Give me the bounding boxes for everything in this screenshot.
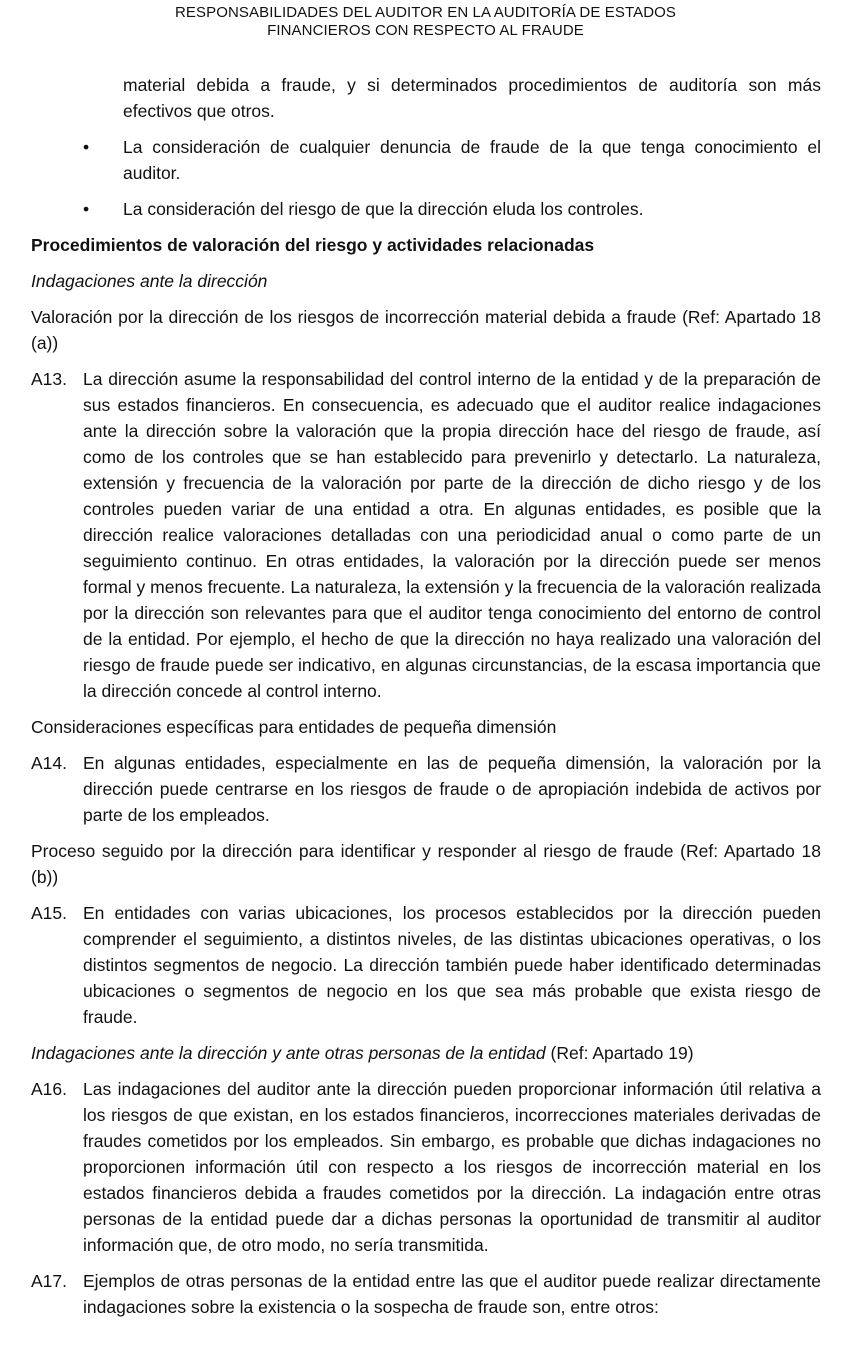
bullet-item (83, 196, 821, 222)
bullet-text: La consideración del riesgo de que la dirección eluda los controles. (123, 199, 644, 219)
paragraph-text: Las indagaciones del auditor ante la dirección pueden proporcionar información útil relativa a los riesgos de que existan, en los estados financieros, incorrecciones materiales derivadas de fraudes cometidos por los empleados. Sin embargo, es probable que dichas indagaciones no proporcionen información útil con respecto a los riesgos de incorrección material en los estados financieros debida a fraudes cometidos por la dirección. La indagación entre otras personas de la entidad puede dar a dichas personas la oportunidad de transmitir al auditor información que, de otro modo, no sería transmitida. (83, 1079, 821, 1255)
paragraph-number: A17. (31, 1271, 67, 1291)
header-line-1: RESPONSABILIDADES DEL AUDITOR EN LA AUDITORÍA DE ESTADOS (174, 4, 677, 21)
bullet-text: La consideración de cualquier denuncia de fraude de la que tenga conocimiento el auditor. (123, 137, 821, 183)
subheading-inquiries-others (31, 1040, 821, 1066)
paragraph-a17 (31, 1268, 821, 1320)
document-body (31, 72, 821, 1330)
paragraph-text: La dirección asume la responsabilidad del control interno de la entidad y de la preparación de sus estados financieros. En consecuencia, es adecuado que el auditor realice indagaciones ante la dirección sobre la valoración que la propia dirección hace del riesgo de fraude, así como de los controles que se han establecido para prevenirlo y detectarlo. La naturaleza, extensión y frecuencia de la valoración por parte de la dirección de dicho riesgo y de los controles pueden variar de una entidad a otra. En algunas entidades, es posible que la dirección realice valoraciones detalladas con una periodicidad anual o como parte de un seguimiento continuo. En otras entidades, la valoración por la dirección puede ser menos formal y menos frecuente. La naturaleza, la extensión y la frecuencia de la valoración realizada por la dirección son relevantes para que el auditor tenga conocimiento del entorno de control de la entidad. Por ejemplo, el hecho de que la dirección no haya realizado una valoración del riesgo de fraude puede ser indicativo, en algunas circunstancias, de la escasa importancia que la dirección concede al control interno. (83, 369, 821, 701)
bullet-icon: • (83, 199, 90, 219)
section-heading: Procedimientos de valoración del riesgo y actividades relacionadas (31, 235, 595, 255)
subheading-italic-part: Indagaciones ante la dirección y ante otras personas de la entidad (31, 1043, 546, 1063)
running-header (0, 4, 851, 40)
subheading-ref-part: (Ref: Apartado 19) (545, 1043, 694, 1063)
paragraph-text: Ejemplos de otras personas de la entidad entre las que el auditor puede realizar directamente indagaciones sobre la existencia o la sospecha de fraude son, entre otros: (83, 1271, 821, 1317)
subheading-management-assessment: Valoración por la dirección de los riesgos de incorrección material debida a fraude (Ref: Apartado 18 (a)) (31, 307, 821, 353)
paragraph-a13 (31, 366, 821, 704)
subheading-inquiries: Indagaciones ante la dirección (31, 271, 268, 291)
paragraph-number: A16. (31, 1079, 67, 1099)
paragraph-number: A13. (31, 369, 67, 389)
header-line-2: FINANCIEROS CON RESPECTO AL FRAUDE (267, 22, 584, 39)
bullet-icon: • (83, 137, 90, 157)
subheading-management-process: Proceso seguido por la dirección para identificar y responder al riesgo de fraude (Ref: Apartado 18 (b)) (31, 841, 821, 887)
paragraph-text: En entidades con varias ubicaciones, los procesos establecidos por la dirección pueden comprender el seguimiento, a distintos niveles, de las distintas ubicaciones operativas, o los distintos segmentos de negocio. La dirección también puede haber identificado determinadas ubicaciones o segmentos de negocio en los que sea más probable que exista riesgo de fraude. (83, 903, 821, 1027)
paragraph-text: En algunas entidades, especialmente en las de pequeña dimensión, la valoración por la dirección puede centrarse en los riesgos de fraude o de apropiación indebida de activos por parte de los empleados. (83, 753, 821, 825)
paragraph-a15 (31, 900, 821, 1030)
bullet-item (83, 134, 821, 186)
paragraph-number: A14. (31, 753, 67, 773)
intro-continuation: material debida a fraude, y si determinados procedimientos de auditoría son más efectivos que otros. (123, 75, 821, 121)
paragraph-number: A15. (31, 903, 67, 923)
subheading-small-entities: Consideraciones específicas para entidades de pequeña dimensión (31, 717, 557, 737)
paragraph-a16 (31, 1076, 821, 1258)
paragraph-a14 (31, 750, 821, 828)
